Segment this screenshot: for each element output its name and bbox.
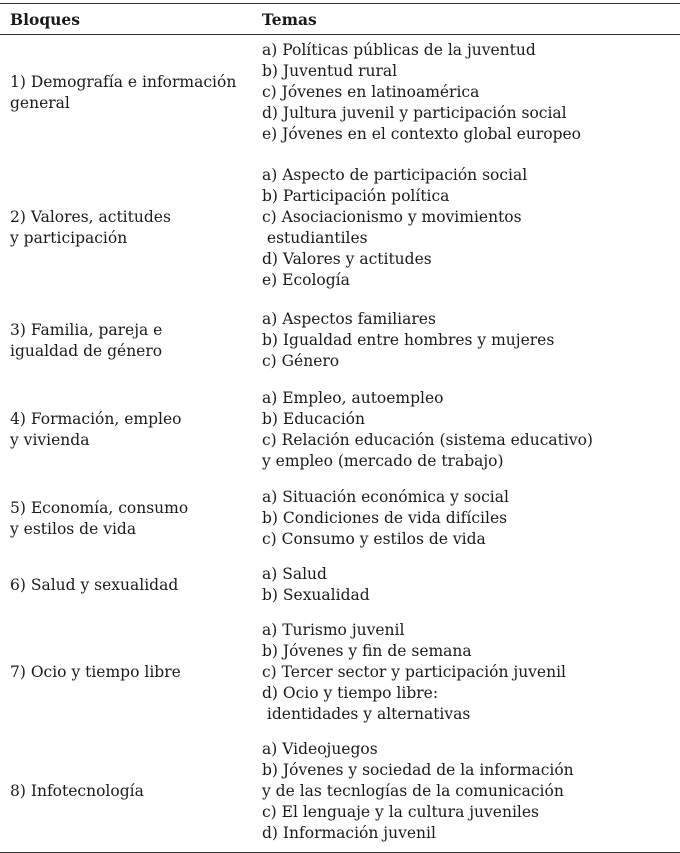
topics-cell [262,165,680,291]
table-row [0,35,680,155]
topic-item: a) Empleo, autoempleo [262,389,444,407]
header-bloques: Bloques [10,9,81,29]
topic-item: a) Videojuegos [262,740,378,758]
block-cell: 8) Infotecnología [10,782,144,800]
topic-item: c) Consumo y estilos de vida [262,530,486,548]
topics-cell [262,309,680,372]
topic-item: a) Situación económica y social [262,488,509,506]
topic-item: c) El lenguaje y la cultura juveniles [262,803,539,821]
topic-item: a) Aspectos familiares [262,310,436,328]
topic-item: d) Jultura juvenil y participación social [262,104,567,122]
topic-item: c) Tercer sector y participación juvenil [262,663,567,681]
topic-item: a) Turismo juvenil [262,621,405,639]
block-cell: 4) Formación, empleo y vivienda [10,410,182,449]
block-cell: 2) Valores, actitudes y participación [10,208,171,247]
block-cell: 3) Familia, pareja e igualdad de género [10,320,163,360]
topic-item: d) Valores y actitudes [262,250,432,268]
block-cell: 6) Salud y sexualidad [10,575,179,594]
topics-cell [262,620,680,725]
block-cell: 5) Economía, consumo y estilos de vida [10,498,189,538]
topic-item: a) Aspecto de participación social [262,166,528,184]
topic-item: d) Información juvenil [262,824,436,842]
table-row [0,380,680,480]
topic-item: y empleo (mercado de trabajo) [262,452,504,470]
topic-item: e) Ecología [262,271,350,289]
topic-item: y de las tecnlogías de la comunicación [262,782,564,800]
topic-item: a) Salud [262,565,327,583]
topic-item: c) Jóvenes en latinoamérica [262,83,480,101]
table-row [0,613,680,732]
topic-item: a) Políticas públicas de la juventud [262,41,536,59]
topic-item: b) Igualdad entre hombres y mujeres [262,331,555,349]
topic-item: identidades y alternativas [262,705,471,723]
topics-cell [262,564,680,606]
table-row [0,732,680,852]
table-row [0,301,680,380]
topic-item: b) Participación política [262,187,450,205]
topic-item: b) Sexualidad [262,586,370,604]
table-row [0,480,680,557]
table-body [0,35,680,852]
block-cell: 1) Demografía e información general [10,72,237,112]
topic-item: c) Género [262,352,340,370]
table-header [0,4,680,35]
topics-cell [262,487,680,550]
table-row [0,155,680,301]
topic-item: c) Asociacionismo y movimientos [262,208,522,226]
topic-item: b) Condiciones de vida difíciles [262,509,508,527]
header-temas: Temas [262,9,317,29]
topic-item: b) Educación [262,410,365,428]
topics-cell [262,739,680,844]
topic-item: d) Ocio y tiempo libre: [262,684,439,702]
topic-item: e) Jóvenes en el contexto global europeo [262,125,582,143]
topic-item: estudiantiles [262,229,368,247]
topics-cell [262,388,680,472]
topic-item: b) Jóvenes y fin de semana [262,642,472,660]
topics-table [0,3,680,853]
topic-item: b) Juventud rural [262,62,398,80]
block-cell: 7) Ocio y tiempo libre [10,663,181,681]
topics-cell [262,40,680,145]
topic-item: b) Jóvenes y sociedad de la información [262,761,574,779]
topic-item: c) Relación educación (sistema educativo) [262,431,593,449]
table-row [0,557,680,613]
